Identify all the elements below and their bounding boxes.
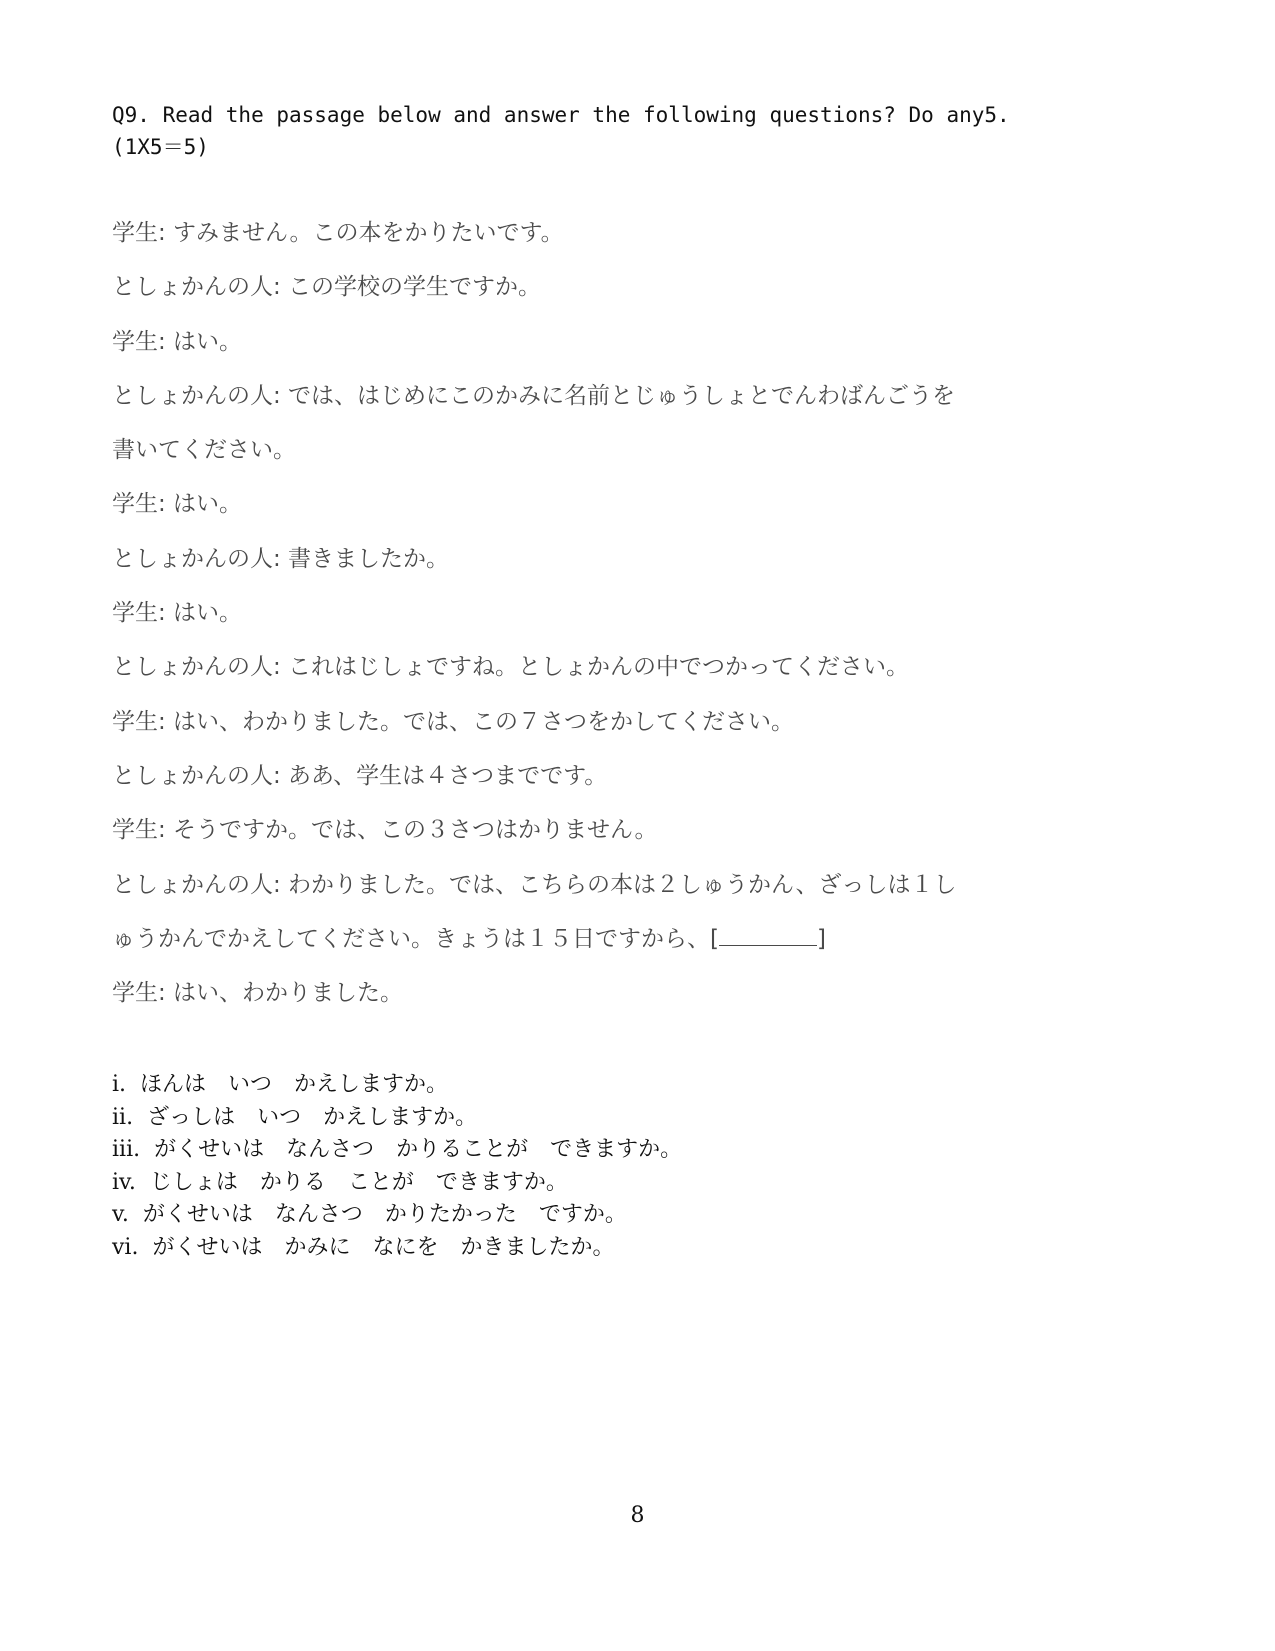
speaker-label: 学生: — [112, 708, 166, 735]
dialogue-text: 書きましたか。 — [280, 545, 450, 572]
dialogue-line — [112, 598, 1072, 652]
dialogue-line — [112, 978, 1072, 1032]
dialogue-line — [112, 815, 1072, 869]
question-header — [112, 99, 1112, 163]
dialogue-line — [112, 489, 1072, 543]
question-text: がくせいは なんさつ かりることが できますか。 — [154, 1137, 683, 1162]
dialogue-line — [112, 218, 1072, 272]
question-item — [112, 1233, 1072, 1266]
question-number: iii. — [112, 1137, 141, 1162]
dialogue-text: これはじしょですね。としょかんの中でつかってください。 — [280, 654, 910, 681]
blank-open-bracket: [ — [710, 925, 719, 952]
speaker-label: 学生: — [112, 817, 166, 844]
blank-close-bracket: ] — [816, 925, 826, 952]
question-text: ほんは いつ かえしますか。 — [140, 1072, 449, 1097]
page-number: 8 — [630, 1503, 645, 1528]
dialogue-text: そうですか。では、この３さつはかりません。 — [165, 817, 658, 844]
speaker-label: 学生: — [112, 980, 166, 1007]
dialogue-line — [112, 761, 1072, 815]
dialogue-text: ああ、学生は４さつまでです。 — [280, 762, 608, 789]
dialogue-text: ゅうかんでかえしてください。きょうは１５日ですから、 — [112, 925, 710, 952]
dialogue-text: はい。 — [165, 328, 243, 355]
dialogue-line — [112, 544, 1072, 598]
question-number: i. — [112, 1072, 127, 1097]
dialogue-text: はい、わかりました。では、この７さつをかしてください。 — [165, 708, 795, 735]
speaker-label: 学生: — [112, 600, 166, 627]
dialogue-line — [112, 707, 1072, 761]
question-marks: (1X5＝5) — [112, 135, 209, 159]
dialogue-text: すみません。この本をかりたいです。 — [165, 220, 564, 246]
dialogue-line — [112, 381, 1072, 435]
question-item — [112, 1103, 1072, 1136]
dialogue-line — [112, 435, 1072, 489]
question-number: ii. — [112, 1104, 134, 1130]
speaker-label: としょかんの人: — [112, 382, 281, 409]
dialogue-text: では、はじめにこのかみに名前とじゅうしょとでんわばんごうを — [280, 382, 956, 409]
speaker-label: としょかんの人: — [112, 545, 281, 572]
dialogue-line — [112, 272, 1072, 326]
question-instruction: Q9. Read the passage below and answer the following questions? Do any5. — [112, 103, 1010, 127]
question-text: じしょは かりる ことが できますか。 — [149, 1169, 568, 1195]
question-number: v. — [112, 1202, 129, 1227]
question-list — [112, 1070, 1072, 1265]
question-text: がくせいは なんさつ かりたかった ですか。 — [142, 1202, 627, 1227]
dialogue-line — [112, 924, 1072, 978]
dialogue-text: はい。 — [165, 600, 243, 627]
speaker-label: 学生: — [112, 328, 166, 355]
dialogue-text: 書いてください。 — [112, 437, 296, 464]
dialogue-text: はい。 — [165, 491, 243, 518]
question-item — [112, 1200, 1072, 1233]
speaker-label: としょかんの人: — [112, 654, 281, 681]
question-number: vi. — [112, 1234, 139, 1260]
dialogue-line — [112, 327, 1072, 381]
dialogue-text: この学校の学生ですか。 — [280, 274, 542, 301]
answer-blank — [719, 925, 817, 946]
speaker-label: としょかんの人: — [112, 274, 281, 301]
speaker-label: 学生: — [112, 491, 166, 518]
dialogue-passage — [112, 218, 1072, 1032]
dialogue-text: わかりました。では、こちらの本は２しゅうかん、ざっしは１し — [280, 871, 957, 898]
question-item — [112, 1135, 1072, 1168]
dialogue-line — [112, 870, 1072, 924]
question-text: ざっしは いつ かえしますか。 — [147, 1104, 478, 1130]
dialogue-line — [112, 652, 1072, 706]
speaker-label: 学生: — [112, 220, 166, 246]
question-number: iv. — [112, 1169, 136, 1195]
question-item — [112, 1168, 1072, 1201]
speaker-label: としょかんの人: — [112, 762, 281, 789]
dialogue-text: はい、わかりました。 — [165, 980, 404, 1007]
question-text: がくせいは かみに なにを かきましたか。 — [152, 1234, 615, 1260]
speaker-label: としょかんの人: — [112, 871, 281, 898]
question-item — [112, 1070, 1072, 1103]
